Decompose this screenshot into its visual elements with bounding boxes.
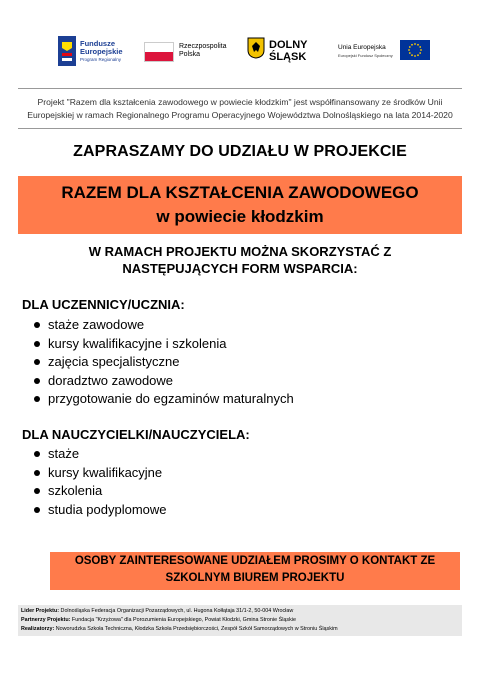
project-title-line1: RAZEM DLA KSZTAŁCENIA ZAWODOWEGO — [61, 183, 419, 202]
students-list — [34, 316, 294, 409]
footer-partner-text: Fundacja "Krzyżowa" dla Porozumienia Europejskiego, Powiat Kłodzki, Gmina Stronie Śląskie — [70, 617, 296, 623]
bullet-icon — [34, 396, 40, 402]
list-item — [34, 445, 167, 464]
list-item-text: przygotowanie do egzaminów maturalnych — [48, 391, 294, 406]
list-item — [34, 372, 294, 391]
project-title-line2: w powiecie kłodzkim — [156, 207, 324, 226]
list-item-text: kursy kwalifikacyjne i szkolenia — [48, 335, 227, 351]
list-item-text: staże zawodowe — [48, 317, 145, 332]
fundusze-europejskie-logo — [58, 34, 128, 70]
bullet-icon — [34, 451, 40, 457]
list-item — [34, 316, 294, 335]
contact-banner — [50, 552, 460, 590]
divider — [18, 88, 462, 89]
footer-partner-label: Partnerzy Projektu: — [21, 617, 71, 623]
list-item-text: studia podyplomowe — [48, 501, 167, 517]
bullet-icon — [34, 322, 40, 328]
footer-realizers — [21, 625, 459, 634]
ue-title: Unia Europejska — [338, 44, 386, 51]
bullet-icon — [34, 378, 40, 384]
contact-line2: SZKOLNYM BIUREM PROJEKTU — [165, 572, 345, 584]
project-note: Projekt "Razem dla kształcenia zawodowego w powiecie kłodzkim" jest współfinansowany ze środków Unii Europejskiej w ramach Regionalnego Programu Operacyjnego Województwa Dolnośląskiego na lata 2014-2020 — [27, 97, 453, 120]
divider — [18, 128, 462, 129]
list-item — [34, 353, 294, 372]
polish-flag-icon — [144, 42, 174, 62]
fe-subtitle: Program Regionalny — [80, 57, 122, 62]
teachers-list — [34, 445, 167, 519]
list-item — [34, 501, 167, 520]
project-title-banner — [18, 176, 462, 234]
footer-lider-text: Dolnośląska Federacja Organizacji Pozarządowych, ul. Hugona Kołłątaja 31/1-2, 50-004 Wrocław — [59, 608, 294, 614]
bullet-icon — [34, 470, 40, 476]
footer-real-text: Noworudzka Szkoła Techniczna, Kłodzka Szkoła Przedsiębiorczości, Zespół Szkół Samorządowych w Stroniu Śląskim — [54, 626, 338, 632]
teachers-heading: DLA NAUCZYCIELKI/NAUCZYCIELA: — [22, 427, 250, 442]
footer-partners-row — [21, 616, 459, 625]
invite-heading: ZAPRASZAMY DO UDZIAŁU W PROJEKCIE — [73, 143, 407, 160]
dolny-slask-logo — [247, 34, 317, 70]
list-item-text: szkolenia — [48, 483, 103, 498]
ds-title: DOLNY ŚLĄSK — [269, 39, 308, 63]
list-item — [34, 390, 294, 409]
ue-subtitle: Europejski Fundusz Społeczny — [338, 53, 393, 58]
bullet-icon — [34, 488, 40, 494]
fe-title: Fundusze Europejskie — [80, 39, 123, 56]
bullet-icon — [34, 341, 40, 347]
list-item — [34, 482, 167, 501]
list-item-text: zajęcia specjalistyczne — [48, 354, 180, 369]
bullet-icon — [34, 507, 40, 513]
contact-line1: OSOBY ZAINTERESOWANE UDZIAŁEM PROSIMY O KONTAKT ZE — [74, 555, 436, 567]
students-heading: DLA UCZENNICY/UCZNIA: — [22, 297, 185, 312]
rzeczpospolita-logo — [144, 34, 234, 70]
support-forms-heading: W RAMACH PROJEKTU MOŻNA SKORZYSTAĆ Z NASTĘPUJĄCYCH FORM WSPARCIA: — [88, 244, 392, 276]
footer-real-label: Realizatorzy: — [21, 626, 55, 632]
list-item — [34, 464, 167, 483]
unia-europejska-logo — [338, 34, 438, 70]
list-item-text: kursy kwalifikacyjne — [48, 464, 163, 480]
rp-title: Rzeczpospolita Polska — [179, 43, 227, 58]
eagle-crest-icon — [247, 37, 265, 59]
list-item-text: staże — [48, 446, 80, 461]
list-item — [34, 335, 294, 354]
footer-partners — [18, 605, 462, 636]
list-item-text: doradztwo zawodowe — [48, 372, 174, 388]
bullet-icon — [34, 359, 40, 365]
footer-lider — [21, 607, 459, 616]
fe-logo-icon — [58, 36, 76, 66]
footer-lider-label: Lider Projektu: — [21, 608, 60, 614]
eu-flag-icon — [400, 40, 430, 60]
logo-bar — [0, 34, 480, 70]
